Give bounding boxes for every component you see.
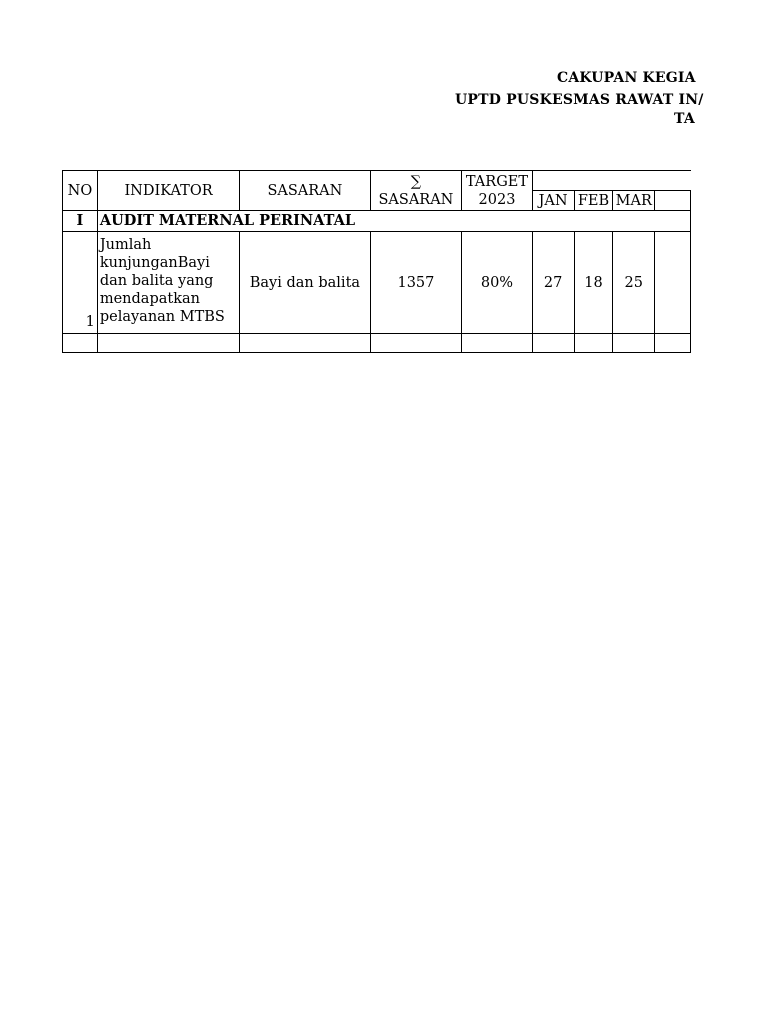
header-target: TARGET 2023 (462, 171, 532, 211)
header-no: NO (63, 171, 98, 211)
header-month-mar: MAR (613, 191, 655, 211)
row-sum-sasaran: 1357 (370, 232, 462, 334)
section-filler (613, 211, 655, 232)
header-sum-sasaran: ∑ SASARAN (370, 171, 462, 211)
header-indikator: INDIKATOR (97, 171, 239, 211)
coverage-table (62, 170, 691, 353)
empty-cell (240, 334, 370, 353)
section-filler (532, 211, 574, 232)
row-month-mar: 25 (613, 232, 655, 334)
empty-cell (63, 334, 98, 353)
empty-cell (613, 334, 655, 353)
report-subtitle: UPTD PUSKESMAS RAWAT IN/ (455, 92, 704, 108)
header-month-next (655, 191, 691, 211)
row-sasaran: Bayi dan balita (240, 232, 370, 334)
section-filler (462, 211, 532, 232)
empty-cell (370, 334, 462, 353)
report-year-line: TA (674, 111, 695, 127)
empty-cell (462, 334, 532, 353)
row-target: 80% (462, 232, 532, 334)
empty-cell (655, 334, 691, 353)
empty-cell (574, 334, 613, 353)
empty-cell (97, 334, 239, 353)
section-filler (370, 211, 462, 232)
row-month-jan: 27 (532, 232, 574, 334)
empty-cell (532, 334, 574, 353)
table-row (63, 232, 691, 334)
row-month-next (655, 232, 691, 334)
empty-row (63, 334, 691, 353)
header-month-group (532, 171, 690, 191)
section-title: AUDIT MATERNAL PERINATAL (97, 211, 370, 232)
section-row (63, 211, 691, 232)
report-title: CAKUPAN KEGIA (557, 70, 696, 86)
row-month-feb: 18 (574, 232, 613, 334)
header-month-jan: JAN (532, 191, 574, 211)
header-row-top (63, 171, 691, 191)
section-filler (574, 211, 613, 232)
section-filler (655, 211, 691, 232)
row-number: 1 (63, 232, 98, 334)
header-sasaran: SASARAN (240, 171, 370, 211)
row-indikator: Jumlah kunjunganBayi dan balita yang mendapatkan pelayanan MTBS (97, 232, 239, 334)
header-month-feb: FEB (574, 191, 613, 211)
section-number: I (63, 211, 98, 232)
